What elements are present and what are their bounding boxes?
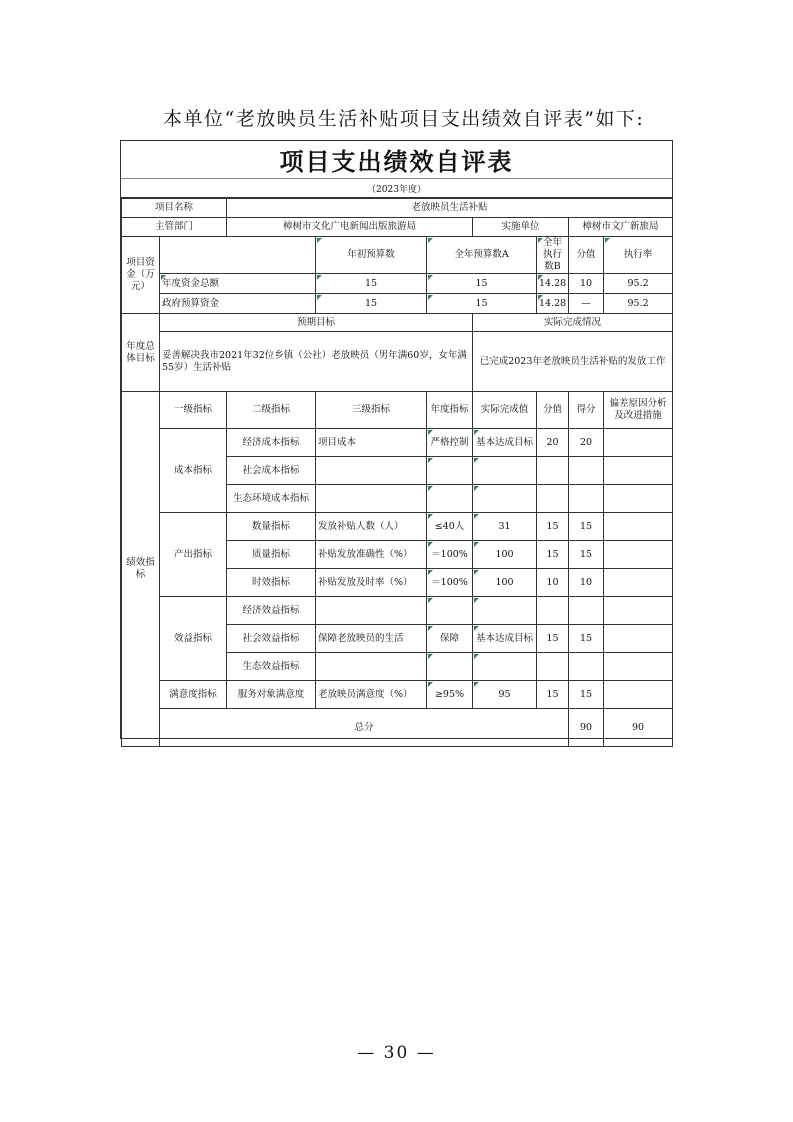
funds-header-row <box>122 237 673 274</box>
goal-actual: 已完成2023年老放映员生活补贴的发放工作 <box>473 332 673 392</box>
perf-score: 15 <box>569 681 604 709</box>
perf-header-deviation: 偏差原因分析及改进措施 <box>604 392 673 429</box>
funds-gov-row <box>122 294 673 314</box>
perf-target <box>427 485 473 513</box>
perf-row <box>122 681 673 709</box>
perf-header-score: 得分 <box>569 392 604 429</box>
intro-text: 本单位“老放映员生活补贴项目支出绩效自评表”如下: <box>163 108 645 130</box>
perf-deviation <box>604 653 673 681</box>
perf-level3 <box>316 597 427 625</box>
perf-header-actual: 实际完成值 <box>473 392 537 429</box>
perf-deviation <box>604 569 673 597</box>
funds-total-row <box>122 274 673 294</box>
perf-score: 20 <box>569 429 604 457</box>
funds-total-label: 年度资金总额 <box>160 274 316 294</box>
goal-content-row <box>122 332 673 392</box>
perf-row <box>122 597 673 625</box>
perf-level2: 时效指标 <box>227 569 316 597</box>
funds-gov-initial: 15 <box>316 294 427 314</box>
perf-level2: 质量指标 <box>227 541 316 569</box>
perf-header-level2: 二级指标 <box>227 392 316 429</box>
goal-actual-header: 实际完成情况 <box>473 314 673 332</box>
funds-header-blank <box>160 237 316 274</box>
perf-target: ≤40人 <box>427 513 473 541</box>
perf-score-value: 15 <box>537 681 569 709</box>
perf-header-target: 年度指标 <box>427 392 473 429</box>
goal-label: 年度总体目标 <box>122 314 160 392</box>
perf-level3 <box>316 485 427 513</box>
perf-actual: 31 <box>473 513 537 541</box>
perf-actual <box>473 485 537 513</box>
perf-actual: 基本达成目标 <box>473 429 537 457</box>
perf-target: ≥95% <box>427 681 473 709</box>
perf-level1: 成本指标 <box>160 429 227 513</box>
perf-level3: 补贴发放准确性（%） <box>316 541 427 569</box>
perf-deviation <box>604 429 673 457</box>
perf-header-row <box>122 392 673 429</box>
perf-deviation <box>604 597 673 625</box>
perf-target <box>427 457 473 485</box>
perf-level3: 项目成本 <box>316 429 427 457</box>
perf-deviation <box>604 457 673 485</box>
perf-level3: 发放补贴人数（人） <box>316 513 427 541</box>
project-name-row <box>122 199 673 218</box>
total-value: 90 <box>569 709 604 747</box>
perf-score: 10 <box>569 569 604 597</box>
perf-level2: 经济效益指标 <box>227 597 316 625</box>
perf-target <box>427 597 473 625</box>
perf-row <box>122 429 673 457</box>
perf-deviation <box>604 485 673 513</box>
perf-score: 15 <box>569 541 604 569</box>
page-number: — 30 — <box>357 1043 436 1063</box>
funds-total-rate: 95.2 <box>604 274 673 294</box>
perf-level2: 生态效益指标 <box>227 653 316 681</box>
funds-total-score-value: 10 <box>569 274 604 294</box>
perf-header-level1: 一级指标 <box>160 392 227 429</box>
perf-score <box>569 597 604 625</box>
perf-score-value <box>537 485 569 513</box>
perf-target: 保障 <box>427 625 473 653</box>
goal-expected: 妥善解决我市2021年32位乡镇（公社）老放映员（男年满60岁，女年满55岁）生活补贴 <box>160 332 473 392</box>
funds-gov-executed: 14.28 <box>537 294 569 314</box>
perf-deviation <box>604 513 673 541</box>
funds-header-score-value: 分值 <box>569 237 604 274</box>
perf-level2: 社会成本指标 <box>227 457 316 485</box>
funds-header-initial: 年初预算数 <box>316 237 427 274</box>
perf-header-level3: 三级指标 <box>316 392 427 429</box>
form-table <box>121 198 673 747</box>
form-year: （2023年度） <box>121 178 672 198</box>
perf-level2: 生态环境成本指标 <box>227 485 316 513</box>
perf-score <box>569 485 604 513</box>
perf-label: 绩效指标 <box>122 392 160 747</box>
perf-level2: 社会效益指标 <box>227 625 316 653</box>
perf-target: ＝100% <box>427 541 473 569</box>
perf-score-value: 15 <box>537 541 569 569</box>
performance-form <box>120 140 673 739</box>
total-row <box>122 709 673 747</box>
perf-target <box>427 653 473 681</box>
perf-level1: 满意度指标 <box>160 681 227 709</box>
funds-header-executed: 全年执行数B <box>537 237 569 274</box>
perf-actual: 100 <box>473 569 537 597</box>
project-name-value: 老放映员生活补贴 <box>227 199 673 218</box>
perf-level2: 数量指标 <box>227 513 316 541</box>
perf-actual <box>473 457 537 485</box>
funds-gov-score-value: — <box>569 294 604 314</box>
perf-level3 <box>316 653 427 681</box>
perf-deviation <box>604 541 673 569</box>
funds-gov-rate: 95.2 <box>604 294 673 314</box>
perf-actual: 基本达成目标 <box>473 625 537 653</box>
dept-label: 主管部门 <box>122 218 227 237</box>
funds-total-executed: 14.28 <box>537 274 569 294</box>
perf-target: ＝100% <box>427 569 473 597</box>
perf-score-value: 15 <box>537 625 569 653</box>
perf-header-score-value: 分值 <box>537 392 569 429</box>
impl-label: 实施单位 <box>473 218 569 237</box>
perf-score-value: 10 <box>537 569 569 597</box>
perf-actual <box>473 597 537 625</box>
perf-score <box>569 457 604 485</box>
department-row <box>122 218 673 237</box>
impl-value: 樟树市文广新旅局 <box>569 218 673 237</box>
goal-expected-header: 预期目标 <box>160 314 473 332</box>
perf-score-value: 20 <box>537 429 569 457</box>
perf-level2: 服务对象满意度 <box>227 681 316 709</box>
perf-row <box>122 513 673 541</box>
project-name-label: 项目名称 <box>122 199 227 218</box>
perf-score-value: 15 <box>537 513 569 541</box>
perf-deviation <box>604 681 673 709</box>
perf-score-value <box>537 457 569 485</box>
funds-header-annual: 全年预算数A <box>427 237 537 274</box>
perf-score: 15 <box>569 625 604 653</box>
funds-gov-label: 政府预算资金 <box>160 294 316 314</box>
perf-level3: 保障老放映员的生活 <box>316 625 427 653</box>
perf-actual: 100 <box>473 541 537 569</box>
perf-score-value <box>537 653 569 681</box>
perf-score: 15 <box>569 513 604 541</box>
perf-level2: 经济成本指标 <box>227 429 316 457</box>
perf-level1: 效益指标 <box>160 597 227 681</box>
funds-total-annual: 15 <box>427 274 537 294</box>
perf-actual <box>473 653 537 681</box>
perf-target: 严格控制 <box>427 429 473 457</box>
perf-actual: 95 <box>473 681 537 709</box>
perf-level3: 补贴发放及时率（%） <box>316 569 427 597</box>
perf-level1: 产出指标 <box>160 513 227 597</box>
funds-header-rate: 执行率 <box>604 237 673 274</box>
dept-value: 樟树市文化广电新闻出版旅游局 <box>227 218 473 237</box>
perf-score-value <box>537 597 569 625</box>
perf-deviation <box>604 625 673 653</box>
goal-header-row <box>122 314 673 332</box>
perf-level3: 老放映员满意度（%） <box>316 681 427 709</box>
total-label: 总分 <box>160 709 569 747</box>
perf-score <box>569 653 604 681</box>
perf-level3 <box>316 457 427 485</box>
funds-gov-annual: 15 <box>427 294 537 314</box>
funds-label: 项目资金（万元） <box>122 237 160 314</box>
total-score: 90 <box>604 709 673 747</box>
form-title: 项目支出绩效自评表 <box>279 147 514 176</box>
funds-total-initial: 15 <box>316 274 427 294</box>
